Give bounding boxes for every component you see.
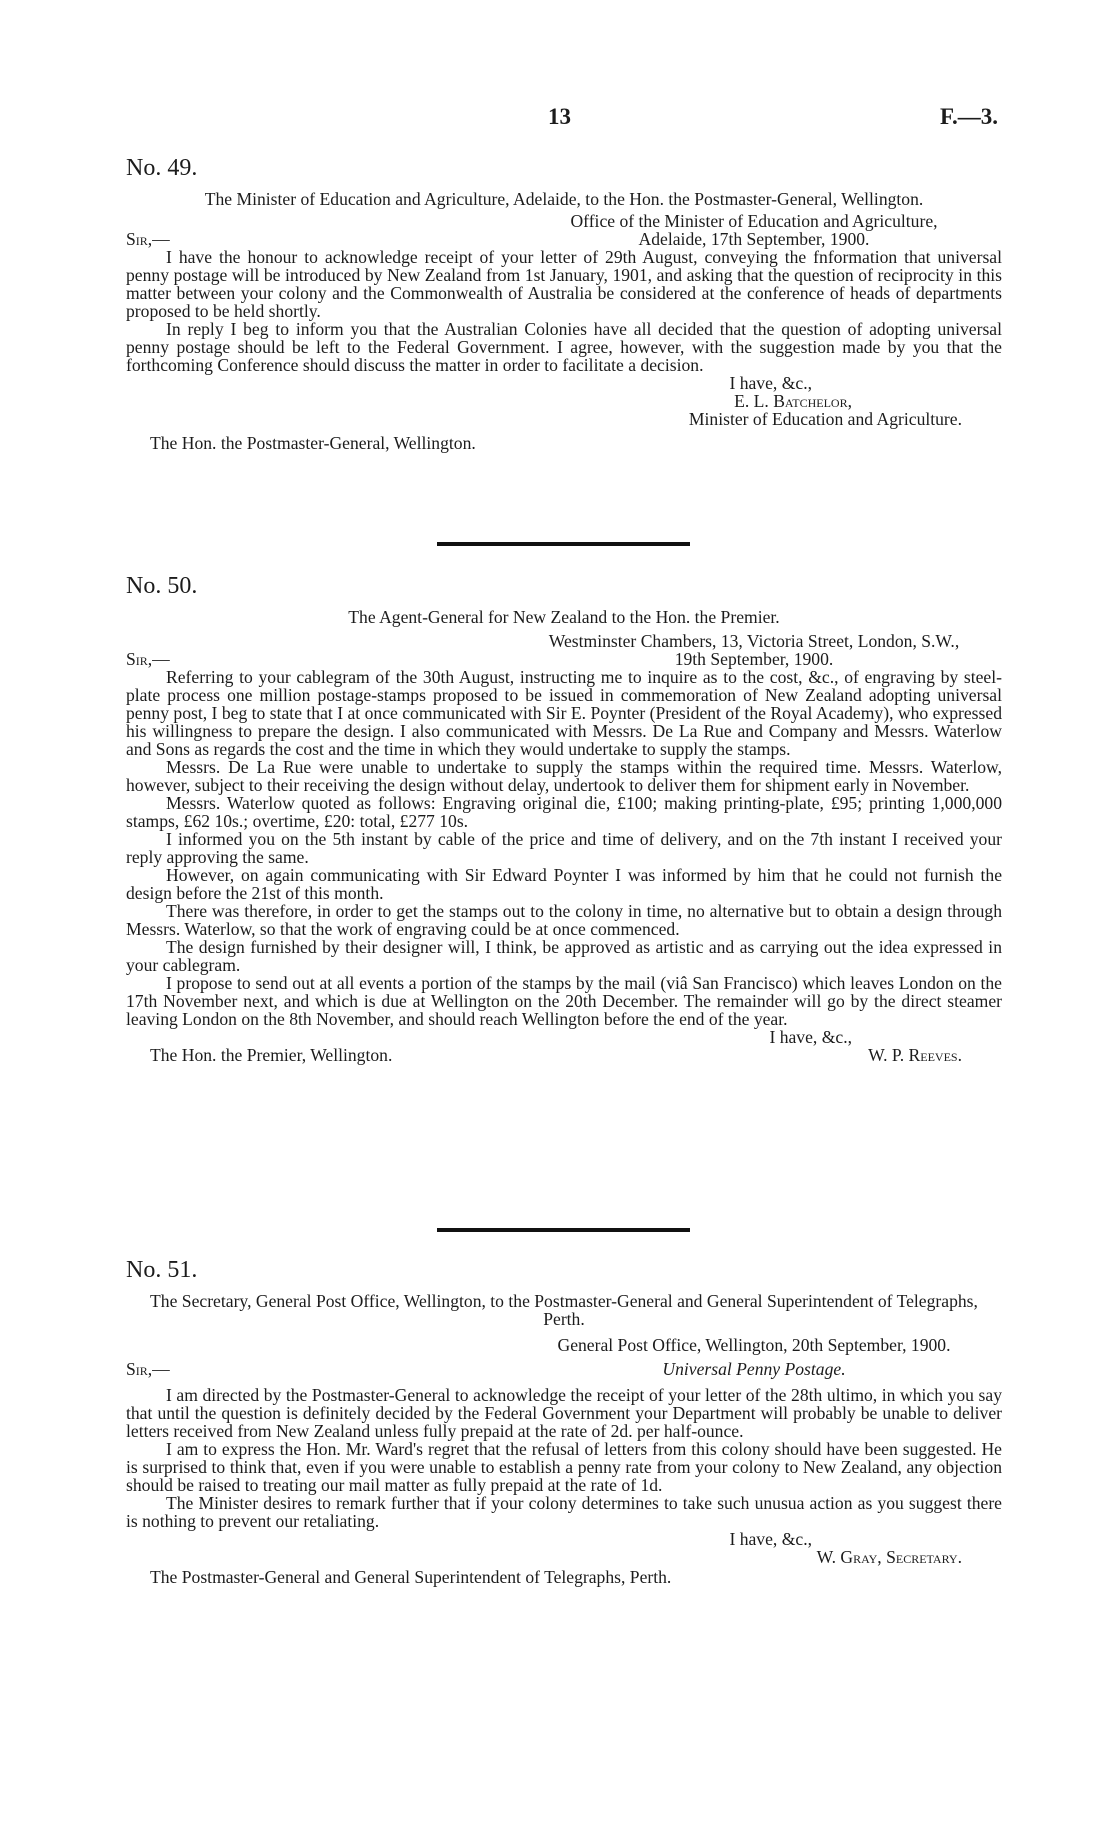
- addressee: The Postmaster-General and General Superintendent of Telegraphs, Perth.: [150, 1567, 672, 1587]
- paragraph: I have the honour to acknowledge receipt of your letter of 29th August, conveying the fnformation that universal penny postage will be introduced by New Zealand from 1st January, 1901, and asking that the question of reciprocity in this matter between your colony and the Commonwealth of Australia be considered at the conference of heads of departments proposed to be held shortly.: [126, 247, 1002, 321]
- letter-number: No. 49.: [126, 155, 198, 181]
- paragraph: In reply I beg to inform you that the Australian Colonies have all decided that the question of adopting universal penny postage should be left to the Federal Government. I agree, however, with the suggestion made by you that the forthcoming Conference should discuss the matter in order to facilitate a decision.: [126, 319, 1002, 375]
- closing: I have, &c.,: [729, 1529, 812, 1549]
- addressee: The Hon. the Postmaster-General, Wellington.: [150, 433, 476, 453]
- closing-row: [126, 374, 1002, 392]
- paragraph: I am to express the Hon. Mr. Ward's regret that the refusal of letters from this colony should have been suggested. He is surprised to think that, even if you were unable to establish a penny rate from your colony to New Zealand, any objection should be raised to treating our mail matter as fully prepaid at the rate of 1d.: [126, 1439, 1002, 1495]
- paper-code: F.—3.: [940, 104, 998, 129]
- closing: I have, &c.,: [769, 1027, 852, 1047]
- paragraph: However, on again communicating with Sir Edward Poynter I was informed by him that he could not furnish the design before the 21st of this month.: [126, 865, 1002, 903]
- letter-headline: The Minister of Education and Agriculture, Adelaide, to the Hon. the Postmaster-General, Wellington.: [204, 189, 924, 209]
- paragraph: There was therefore, in order to get the stamps out to the colony in time, no alternative but to obtain a design through Messrs. Waterlow, so that the work of engraving could be at once commenced.: [126, 901, 1002, 939]
- letter-50: [126, 572, 1002, 1064]
- paragraph: Referring to your cablegram of the 30th August, instructing me to inquire as to the cost, &c., of engraving by steel-plate process one million postage-stamps proposed to be issued in commemoration of New Zealand adopting universal penny post, I beg to state that I at once communicated with Sir E. Poynter (President of the Royal Academy), who expressed his willingness to prepare the design. I also communicated with Messrs. De La Rue and Company and Messrs. Waterlow and Sons as regards the cost and the time in which they would undertake to supply the stamps.: [126, 667, 1002, 759]
- salutation-row: [126, 1360, 1002, 1378]
- salutation: Sir,—: [126, 649, 170, 669]
- paragraph: Messrs. De La Rue were unable to undertake to supply the stamps within the required time. Messrs. Waterlow, however, subject to their receiving the design without delay, undertook to deliver them for shipment early in November.: [126, 757, 1002, 795]
- salutation: Sir,—: [126, 1359, 170, 1379]
- section-divider: [437, 542, 690, 546]
- salutation: Sir,—: [126, 229, 170, 249]
- paragraph: Messrs. Waterlow quoted as follows: Engraving original die, £100; making printing-plate, £95; printing 1,000,000 stamps, £62 10s.; overtime, £20: total, £277 10s.: [126, 793, 1002, 831]
- signatory: E. L. Batchelor,: [734, 391, 852, 411]
- subject-line: Universal Penny Postage.: [662, 1359, 846, 1379]
- sender-address: Office of the Minister of Education and Agriculture,: [570, 211, 938, 231]
- sender-address: General Post Office, Wellington, 20th September, 1900.: [557, 1335, 951, 1355]
- salutation-row: [126, 650, 1002, 668]
- letter-49: [126, 154, 1002, 452]
- signatory: W. Gray, Secretary.: [816, 1547, 962, 1567]
- salutation-row: [126, 230, 1002, 248]
- closing-row: [126, 1530, 1002, 1548]
- page-number: 13: [548, 104, 571, 129]
- signatory-title: Minister of Education and Agriculture.: [688, 409, 962, 429]
- letter-headline: The Secretary, General Post Office, Wellington, to the Postmaster-General and General Superintendent of Telegraphs, Perth.: [150, 1291, 978, 1329]
- letter-51: [126, 1256, 1002, 1586]
- closing: I have, &c.,: [729, 373, 812, 393]
- paragraph: I informed you on the 5th instant by cable of the price and time of delivery, and on the 7th instant I received your reply approving the same.: [126, 829, 1002, 867]
- paragraph: I am directed by the Postmaster-General to acknowledge the receipt of your letter of the 28th ultimo, in which you say that until the question is definitely decided by the Federal Government your Department will probably be unable to deliver letters received from New Zealand unless fully prepaid at the rate of 2d. per half-ounce.: [126, 1385, 1002, 1441]
- paragraph: The design furnished by their designer will, I think, be approved as artistic and as carrying out the idea expressed in your cablegram.: [126, 937, 1002, 975]
- section-divider: [437, 1228, 690, 1232]
- paragraph: I propose to send out at all events a portion of the stamps by the mail (viâ San Francisco) which leaves London on the 17th November next, and which is due at Wellington on the 20th December. The remainder will go by the direct steamer leaving London on the 8th November, and should reach Wellington before the end of the year.: [126, 973, 1002, 1029]
- signature-row: [126, 1046, 1002, 1064]
- signature-block: [126, 1548, 1002, 1566]
- sender-address: Westminster Chambers, 13, Victoria Street, London, S.W.,: [548, 631, 960, 651]
- paragraph: The Minister desires to remark further that if your colony determines to take such unusua action as you suggest there is nothing to prevent our retaliating.: [126, 1493, 1002, 1531]
- letter-headline: The Agent-General for New Zealand to the Hon. the Premier.: [348, 607, 780, 627]
- letter-number: No. 51.: [126, 1257, 198, 1283]
- addressee: The Hon. the Premier, Wellington.: [150, 1045, 393, 1065]
- closing-row: [126, 1028, 1002, 1046]
- signatory: W. P. Reeves.: [868, 1045, 962, 1065]
- letter-date: 19th September, 1900.: [674, 649, 834, 669]
- letter-number: No. 50.: [126, 573, 198, 599]
- signature-block: [126, 392, 1002, 428]
- letter-date: Adelaide, 17th September, 1900.: [638, 229, 870, 249]
